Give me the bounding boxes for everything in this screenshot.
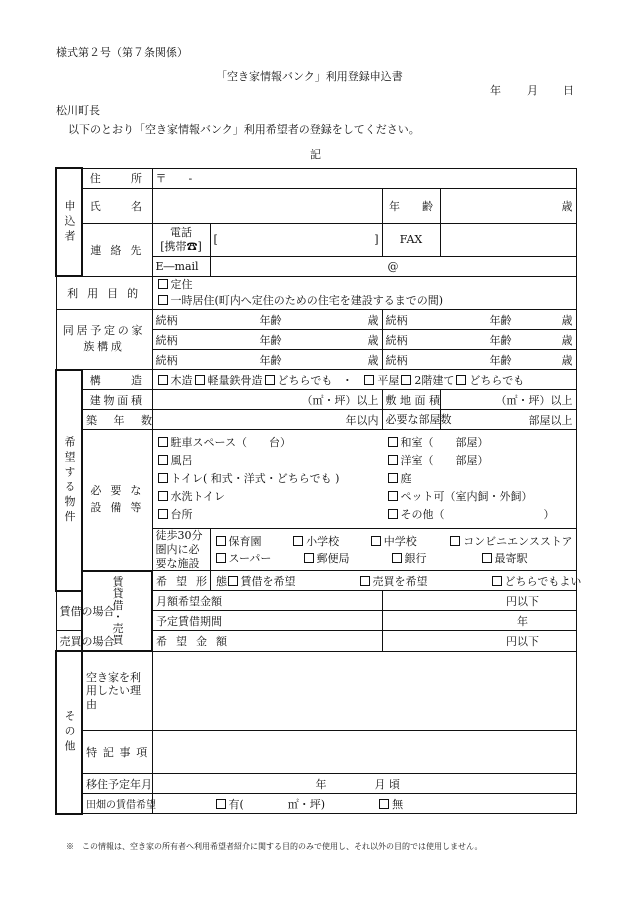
farm-field bbox=[152, 794, 576, 814]
equipment-right-3[interactable] bbox=[386, 490, 533, 503]
bracket-close: ] bbox=[374, 233, 379, 246]
facility-2-label: 中学校 bbox=[383, 534, 417, 548]
age-unit: 歳 bbox=[367, 313, 379, 327]
move-field[interactable] bbox=[152, 774, 576, 794]
structure-label: 構 造 bbox=[82, 370, 152, 390]
family-row[interactable] bbox=[382, 310, 576, 330]
farm-label: 田畑の賃借希望 bbox=[82, 794, 152, 814]
checkbox-icon[interactable] bbox=[371, 536, 381, 546]
purpose-options bbox=[152, 276, 576, 310]
checkbox-icon[interactable] bbox=[364, 375, 374, 385]
facility-label: 徒歩30分圏内に必要な施設 bbox=[152, 529, 210, 571]
application-form-table bbox=[55, 167, 582, 815]
relation-label: 続柄 bbox=[385, 313, 408, 327]
age-unit: 歳 bbox=[561, 333, 573, 347]
checkbox-icon[interactable] bbox=[304, 553, 314, 563]
floor-option-2[interactable] bbox=[454, 374, 524, 387]
remarks-label: 特 記 事 項 bbox=[82, 731, 152, 774]
equipment-right-0-label: 和室（ 部屋） bbox=[400, 436, 489, 449]
age-label: 年 齢 bbox=[382, 188, 440, 223]
move-label: 移住予定年月 bbox=[82, 774, 152, 794]
checkbox-icon[interactable] bbox=[388, 455, 398, 465]
facility-row2-3[interactable] bbox=[480, 550, 528, 567]
age-label: 年齢 bbox=[489, 333, 512, 347]
checkbox-icon[interactable] bbox=[492, 576, 502, 586]
facility-row2-0[interactable] bbox=[214, 550, 302, 567]
checkbox-icon[interactable] bbox=[450, 536, 460, 546]
equipment-right-1-label: 洋室（ 部屋） bbox=[400, 454, 489, 467]
facility-row2-2-label: 銀行 bbox=[404, 551, 427, 565]
facility-row-1 bbox=[214, 533, 573, 550]
equipment-left-4[interactable] bbox=[156, 508, 193, 521]
family-row[interactable] bbox=[382, 350, 576, 370]
name-label: 氏 名 bbox=[82, 188, 152, 223]
checkbox-icon[interactable] bbox=[388, 491, 398, 501]
purpose-option-temporary[interactable] bbox=[156, 293, 573, 308]
remarks-field[interactable] bbox=[152, 731, 576, 774]
equipment-right-4-label: その他（ ） bbox=[400, 508, 555, 521]
intro-text: 以下のとおり「空き家情報バンク」利用希望者の登録をしてください。 bbox=[68, 123, 420, 136]
facility-1-label: 小学校 bbox=[306, 534, 340, 548]
equipment-right-2[interactable] bbox=[386, 472, 412, 485]
structure-option-1-label: 軽量鉄骨造 bbox=[207, 373, 263, 387]
section-applicant: 申込者 bbox=[56, 168, 82, 276]
facility-0-label: 保育園 bbox=[228, 534, 262, 548]
purpose-option-temporary-label: 一時居住(町内へ定住のための住宅を建設するまでの間) bbox=[170, 293, 444, 307]
age-label: 年齢 bbox=[259, 313, 282, 327]
footnote: ※ この情報は、空き家の所有者へ利用希望者紹介に関する目的のみで使用し、それ以外の目的では使用しません。 bbox=[66, 842, 483, 851]
family-label: 同居予定の家族構成 bbox=[56, 310, 152, 370]
facility-row-2 bbox=[214, 550, 573, 567]
lease-form-option-2[interactable] bbox=[478, 573, 610, 589]
separator-dot: ・ bbox=[338, 373, 357, 387]
checkbox-icon[interactable] bbox=[158, 279, 168, 289]
building-age-field[interactable]: 年以内 bbox=[152, 410, 382, 430]
rooms-field[interactable]: 部屋以上 bbox=[440, 410, 576, 430]
floor-option-1-label: 2階建て bbox=[414, 373, 455, 387]
equipment-left-3-label: 水洗トイレ bbox=[170, 490, 225, 503]
age-label: 年齢 bbox=[489, 313, 512, 327]
purpose-option-settle-label: 定住 bbox=[170, 278, 193, 292]
age-label: 年齢 bbox=[489, 353, 512, 367]
equipment-right-1[interactable] bbox=[386, 454, 489, 467]
equipment-left-0[interactable] bbox=[156, 436, 291, 449]
checkbox-icon[interactable] bbox=[482, 553, 492, 563]
facility-row2-1-label: 郵便局 bbox=[316, 551, 350, 565]
floor-option-1[interactable] bbox=[399, 374, 454, 387]
checkbox-icon[interactable] bbox=[158, 455, 168, 465]
move-year: 年 bbox=[315, 777, 327, 791]
lease-form-option-1-label: 売買を希望 bbox=[372, 574, 428, 588]
farm-no: 無 bbox=[392, 797, 404, 811]
checkbox-icon[interactable] bbox=[158, 437, 168, 447]
structure-options bbox=[152, 370, 576, 390]
checkbox-icon[interactable] bbox=[360, 576, 370, 586]
date-year-label: 年 bbox=[490, 84, 501, 97]
relation-label: 続柄 bbox=[385, 333, 408, 347]
equipment-right-0[interactable] bbox=[386, 436, 489, 449]
floor-option-0[interactable] bbox=[362, 374, 399, 387]
facility-3[interactable] bbox=[448, 533, 572, 550]
checkbox-icon[interactable] bbox=[158, 375, 168, 385]
site-area-label: 敷 地 面 積 bbox=[382, 390, 440, 410]
floor-option-2-label: どちらでも bbox=[469, 373, 525, 387]
lease-form-options bbox=[210, 571, 582, 591]
checkbox-icon[interactable] bbox=[158, 295, 168, 305]
reason-field[interactable] bbox=[152, 651, 576, 731]
checkbox-icon[interactable] bbox=[456, 375, 466, 385]
age-unit: 歳 bbox=[561, 313, 573, 327]
structure-option-0[interactable] bbox=[156, 374, 193, 387]
checkbox-icon[interactable] bbox=[392, 553, 402, 563]
equipment-label: 必 要 な 設 備 等 bbox=[82, 430, 152, 571]
purpose-label: 利 用 目 的 bbox=[56, 276, 152, 310]
floor-option-0-label: 平屋 bbox=[377, 373, 400, 387]
equipment-left-column bbox=[156, 434, 386, 524]
equipment-left-4-label: 台所 bbox=[170, 508, 193, 521]
phone-label-text: 電話 bbox=[170, 225, 192, 239]
relation-label: 続柄 bbox=[155, 353, 178, 367]
monthly-field[interactable]: 円以下 bbox=[382, 591, 576, 611]
checkbox-icon[interactable] bbox=[388, 437, 398, 447]
building-age-label: 築 年 数 bbox=[82, 410, 152, 430]
email-field[interactable]: @ bbox=[210, 256, 576, 276]
floor-area-label: 建物面積 bbox=[82, 390, 152, 410]
date-day-label: 日 bbox=[563, 84, 574, 97]
ki-mark: 記 bbox=[310, 148, 321, 161]
structure-option-2[interactable] bbox=[263, 374, 333, 387]
lease-form-option-1[interactable] bbox=[346, 573, 478, 589]
checkbox-icon[interactable] bbox=[265, 375, 275, 385]
bracket-open: [ bbox=[213, 233, 218, 246]
equipment-right-2-label: 庭 bbox=[400, 472, 412, 485]
equipment-left-2[interactable] bbox=[156, 472, 340, 485]
fax-field[interactable] bbox=[440, 223, 576, 256]
checkbox-icon[interactable] bbox=[379, 799, 389, 809]
family-row[interactable] bbox=[152, 330, 382, 350]
family-row[interactable] bbox=[382, 330, 576, 350]
family-row[interactable] bbox=[152, 350, 382, 370]
equipment-left-0-label: 駐車スペース（ 台） bbox=[170, 436, 291, 449]
checkbox-icon[interactable] bbox=[158, 473, 168, 483]
relation-label: 続柄 bbox=[385, 353, 408, 367]
checkbox-icon[interactable] bbox=[293, 536, 303, 546]
address-label: 住 所 bbox=[82, 168, 152, 188]
equipment-left-3[interactable] bbox=[156, 490, 225, 503]
relation-label: 続柄 bbox=[155, 333, 178, 347]
family-row[interactable] bbox=[152, 310, 382, 330]
price-field[interactable]: 円以下 bbox=[382, 631, 576, 652]
address-field[interactable]: 〒 ‐ bbox=[152, 168, 576, 188]
facility-row2-1[interactable] bbox=[302, 550, 390, 567]
period-field[interactable]: 年 bbox=[382, 611, 576, 631]
site-area-field[interactable]: （㎡・坪）以上 bbox=[440, 390, 576, 410]
equipment-left-1[interactable] bbox=[156, 454, 193, 467]
section-lease: 賃貸借・売買 bbox=[82, 571, 152, 652]
age-label: 年齢 bbox=[259, 353, 282, 367]
checkbox-icon[interactable] bbox=[158, 491, 168, 501]
structure-option-1[interactable] bbox=[193, 374, 263, 387]
form-title: 「空き家情報バンク」利用登録申込書 bbox=[216, 70, 403, 83]
addressee: 松川町長 bbox=[56, 104, 100, 117]
section-property: 希望する物件 bbox=[56, 370, 82, 591]
age-unit: 歳 bbox=[367, 333, 379, 347]
lease-form-option-0-label: 賃借を希望 bbox=[240, 574, 296, 588]
checkbox-icon[interactable] bbox=[388, 509, 398, 519]
contact-label: 連 絡 先 bbox=[82, 223, 152, 276]
checkbox-icon[interactable] bbox=[195, 375, 205, 385]
purpose-option-settle[interactable] bbox=[156, 277, 573, 292]
checkbox-icon[interactable] bbox=[401, 375, 411, 385]
rent-case-label: 賃借の場合 bbox=[56, 591, 82, 631]
equipment-left-2-label: トイレ( 和式・洋式・どちらでも ) bbox=[170, 472, 340, 485]
checkbox-icon[interactable] bbox=[216, 799, 226, 809]
section-other: その他 bbox=[56, 651, 82, 814]
monthly-label: 月額希望金額 bbox=[152, 591, 382, 611]
equipment-right-4[interactable] bbox=[386, 508, 555, 521]
facility-row2-0-label: スーパー bbox=[228, 551, 272, 565]
age-unit: 歳 bbox=[561, 353, 573, 367]
form-number: 様式第２号（第７条関係） bbox=[56, 46, 188, 59]
lease-form-label: 希 望 形 態 bbox=[152, 571, 210, 591]
equipment-right-column bbox=[386, 434, 555, 524]
phone-label bbox=[152, 223, 210, 256]
age-label: 年齢 bbox=[259, 333, 282, 347]
sale-case-label: 売買の場合 bbox=[56, 631, 82, 652]
age-field[interactable]: 歳 bbox=[440, 188, 576, 223]
date-month-label: 月 bbox=[527, 84, 538, 97]
facility-row2-2[interactable] bbox=[390, 550, 480, 567]
structure-option-0-label: 木造 bbox=[170, 373, 193, 387]
email-label: E―mail bbox=[152, 256, 210, 276]
facility-row2-3-label: 最寄駅 bbox=[494, 551, 528, 565]
price-label: 希 望 金 額 bbox=[152, 631, 382, 652]
facility-0[interactable] bbox=[214, 533, 292, 550]
checkbox-icon[interactable] bbox=[228, 576, 238, 586]
facility-3-label: コンビニエンスストア bbox=[463, 534, 573, 548]
equipment-right-3-label: ペット可（室内飼・外飼） bbox=[400, 490, 533, 503]
period-label: 予定賃借期間 bbox=[152, 611, 382, 631]
facility-2[interactable] bbox=[369, 533, 448, 550]
equipment-options bbox=[152, 430, 576, 529]
rooms-label: 必要な部屋数 bbox=[382, 410, 440, 430]
age-unit: 歳 bbox=[367, 353, 379, 367]
equipment-left-1-label: 風呂 bbox=[170, 454, 193, 467]
structure-option-2-label: どちらでも bbox=[277, 373, 333, 387]
fax-label: FAX bbox=[382, 223, 440, 256]
checkbox-icon[interactable] bbox=[216, 553, 226, 563]
checkbox-icon[interactable] bbox=[388, 473, 398, 483]
lease-form-option-2-label: どちらでもよい bbox=[504, 574, 582, 588]
reason-label: 空き家を利用したい理由 bbox=[82, 651, 152, 731]
lease-form-option-0[interactable] bbox=[214, 573, 346, 589]
floor-area-field[interactable]: （㎡・坪）以上 bbox=[152, 390, 382, 410]
name-field[interactable] bbox=[152, 188, 382, 223]
checkbox-icon[interactable] bbox=[216, 536, 226, 546]
mobile-label-text: [携帯☎] bbox=[160, 239, 202, 253]
phone-field[interactable] bbox=[210, 223, 382, 256]
facility-options bbox=[210, 529, 576, 571]
checkbox-icon[interactable] bbox=[158, 509, 168, 519]
facility-1[interactable] bbox=[291, 533, 369, 550]
relation-label: 続柄 bbox=[155, 313, 178, 327]
farm-yes: 有( ㎡・坪) bbox=[228, 797, 326, 811]
move-month: 月 頃 bbox=[374, 777, 400, 791]
